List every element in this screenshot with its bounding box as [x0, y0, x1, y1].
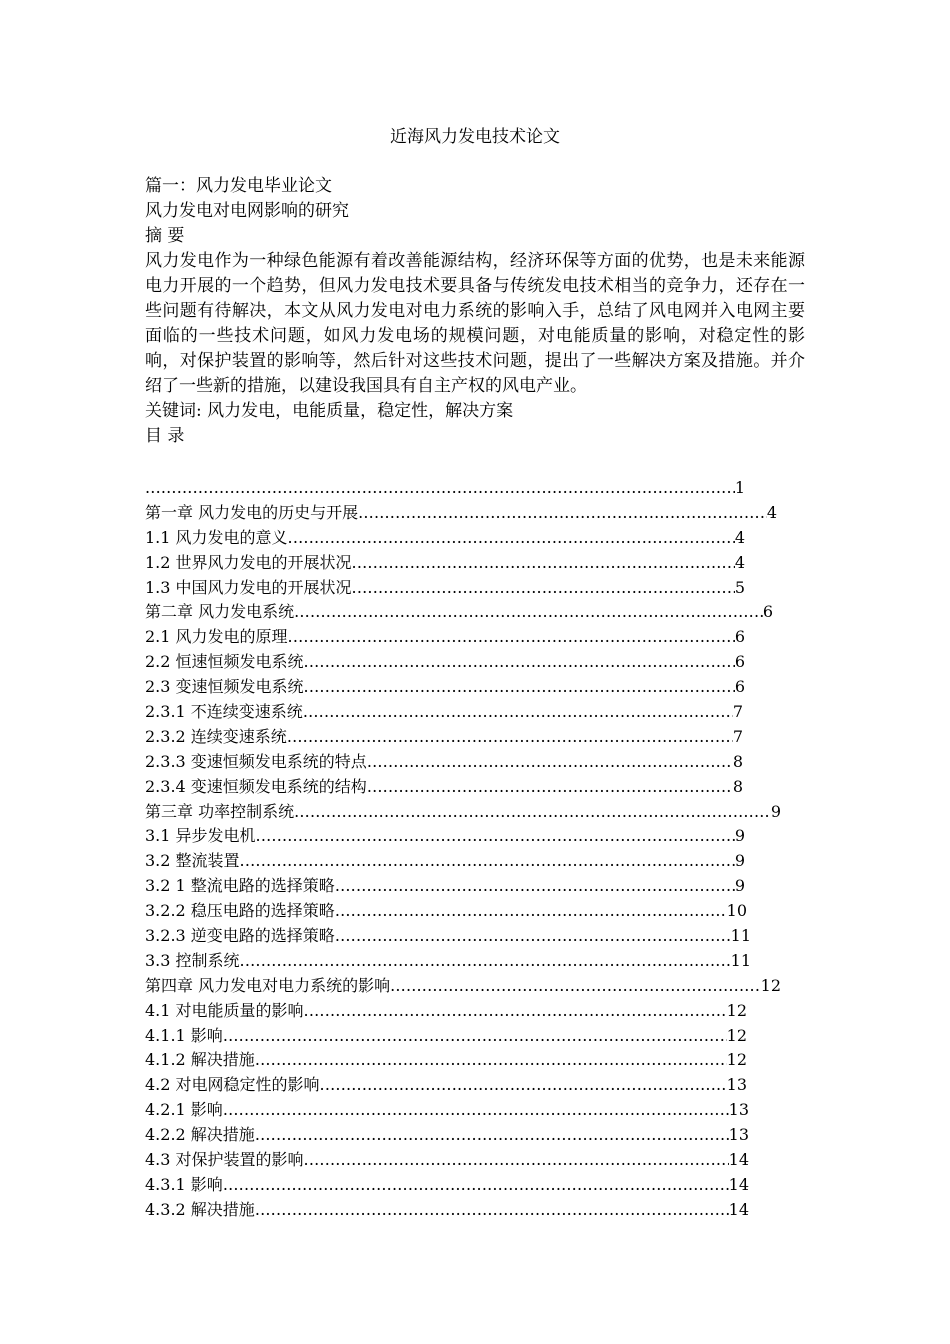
toc-entry-label: 2.3.2 连续变速系统 [145, 726, 287, 746]
toc-entry[interactable] [145, 824, 745, 849]
paper-title: 风力发电对电网影响的研究 [145, 201, 349, 221]
toc-leader-dots [288, 625, 735, 650]
toc-entry-label: 第三章 功率控制系统 [145, 801, 295, 821]
toc-leader-dots [288, 526, 735, 551]
toc-entry-page: 12 [726, 1000, 747, 1020]
toc-entry[interactable] [145, 1073, 747, 1098]
toc-entry[interactable] [145, 1048, 747, 1073]
toc-entry-label: 4.3.2 解决措施 [145, 1199, 255, 1219]
toc-entry[interactable] [145, 526, 745, 551]
toc-entry[interactable] [145, 551, 745, 576]
toc-entry-label: 3.2.3 逆变电路的选择策略 [145, 926, 335, 946]
toc-leader-dots [390, 974, 761, 999]
toc-leader-dots [294, 800, 771, 825]
toc-leader-dots [358, 501, 767, 526]
toc-entry[interactable] [145, 800, 781, 825]
toc-entry[interactable] [145, 501, 777, 526]
toc-entry[interactable] [145, 775, 743, 800]
toc-leader-dots [255, 1198, 729, 1223]
toc-entry[interactable] [145, 625, 745, 650]
toc-entry[interactable] [145, 999, 747, 1024]
toc-leader-dots [304, 1148, 729, 1173]
toc-entry-label: 1.1 风力发电的意义 [145, 527, 288, 547]
toc-entry[interactable] [145, 675, 745, 700]
toc-entry[interactable] [145, 650, 745, 675]
toc-entry-label: 4.2 对电网稳定性的影响 [145, 1075, 320, 1095]
toc-entry-page: 6 [734, 627, 745, 647]
part-heading: 篇一：风力发电毕业论文 [145, 176, 332, 196]
toc-entry-label: 3.1 异步发电机 [145, 826, 256, 846]
toc-entry-label: 2.3.3 变速恒频发电系统的特点 [145, 751, 367, 771]
toc-entry[interactable] [145, 600, 773, 625]
toc-entry-page: 12 [726, 1050, 747, 1070]
table-of-contents [145, 476, 781, 1223]
toc-entry-page: 14 [728, 1150, 749, 1170]
toc-leader-dots [287, 725, 733, 750]
toc-entry-page: 14 [728, 1199, 749, 1219]
toc-leader-dots [304, 999, 727, 1024]
toc-entry[interactable] [145, 1098, 749, 1123]
toc-leader-dots [304, 675, 735, 700]
toc-entry-label: 2.2 恒速恒频发电系统 [145, 652, 304, 672]
toc-entry-page: 13 [728, 1125, 749, 1145]
toc-entry[interactable] [145, 924, 751, 949]
toc-entry-label: 第一章 风力发电的历史与开展 [145, 502, 359, 522]
toc-entry-page: 7 [732, 726, 743, 746]
toc-entry-page: 7 [732, 702, 743, 722]
toc-entry-page: 12 [726, 1025, 747, 1045]
front-matter [145, 174, 805, 449]
toc-entry-label: 3.2.2 稳压电路的选择策略 [145, 901, 335, 921]
toc-entry-page: 6 [734, 652, 745, 672]
toc-entry-label: 4.2.2 解决措施 [145, 1125, 255, 1145]
toc-leader-dots [335, 874, 735, 899]
toc-entry[interactable] [145, 849, 745, 874]
toc-leader-dots [335, 924, 731, 949]
toc-entry-label: 2.3.4 变速恒频发电系统的结构 [145, 776, 367, 796]
toc-entry[interactable] [145, 750, 743, 775]
toc-leader-dots [320, 1073, 727, 1098]
toc-entry-label: 2.1 风力发电的原理 [145, 627, 288, 647]
toc-leader-dots [255, 1048, 727, 1073]
toc-entry-label: 第二章 风力发电系统 [145, 602, 295, 622]
toc-entry-page: 8 [732, 776, 743, 796]
toc-entry-label: 3.2 整流装置 [145, 851, 240, 871]
toc-entry[interactable] [145, 476, 745, 501]
toc-heading: 目 录 [145, 426, 185, 446]
toc-entry-label: 4.1.2 解决措施 [145, 1050, 255, 1070]
toc-entry-page: 4 [734, 552, 745, 572]
toc-entry[interactable] [145, 949, 751, 974]
toc-entry-page: 9 [734, 876, 745, 896]
toc-leader-dots [335, 899, 727, 924]
toc-entry-page: 1 [734, 478, 745, 497]
toc-leader-dots [303, 700, 733, 725]
toc-entry-label: 4.2.1 影响 [145, 1100, 223, 1120]
abstract-text: 风力发电作为一种绿色能源有着改善能源结构，经济环保等方面的优势，也是未来能源电力开展的一个趋势，但风力发电技术要具备与传统发电技术相当的竞争力，还存在一些问题有待解决，本文从风力发电对电力系统的影响入手，总结了风电网并入电网主要面临的一些技术问题，如风力发电场的规模问题，对电能质量的影响，对稳定性的影响，对保护装置的影响等，然后针对这些技术问题，提出了一些解决方案及措施。并介绍了一些新的措施，以建设我国具有自主产权的风电产业。 [145, 251, 805, 396]
toc-entry[interactable] [145, 874, 745, 899]
toc-entry[interactable] [145, 1024, 747, 1049]
toc-entry-page: 9 [734, 826, 745, 846]
toc-entry-page: 4 [766, 502, 777, 522]
toc-entry-page: 13 [728, 1100, 749, 1120]
toc-entry-label: 2.3.1 不连续变速系统 [145, 702, 303, 722]
toc-entry[interactable] [145, 725, 743, 750]
toc-leader-dots [223, 1024, 727, 1049]
toc-leader-dots [352, 551, 735, 576]
toc-entry-page: 4 [734, 527, 745, 547]
toc-entry-page: 14 [728, 1174, 749, 1194]
toc-entry-page: 11 [730, 926, 751, 946]
toc-leader-dots [223, 1173, 729, 1198]
toc-entry[interactable] [145, 899, 747, 924]
toc-leader-dots [255, 1123, 729, 1148]
toc-leader-dots [352, 576, 735, 601]
toc-entry[interactable] [145, 700, 743, 725]
document-title: 近海风力发电技术论文 [390, 127, 560, 147]
toc-entry[interactable] [145, 1173, 749, 1198]
toc-entry[interactable] [145, 1198, 749, 1223]
toc-entry-page: 9 [734, 851, 745, 871]
toc-entry-page: 10 [726, 901, 747, 921]
toc-leader-dots [145, 476, 735, 501]
toc-entry-label: 3.3 控制系统 [145, 950, 240, 970]
toc-entry-label: 2.3 变速恒频发电系统 [145, 677, 304, 697]
toc-leader-dots [240, 949, 731, 974]
toc-entry-page: 13 [726, 1075, 747, 1095]
toc-leader-dots [256, 824, 735, 849]
toc-entry-label: 3.2 1 整流电路的选择策略 [145, 876, 335, 896]
abstract-heading: 摘 要 [145, 226, 185, 246]
toc-leader-dots [223, 1098, 729, 1123]
toc-entry-page: 5 [734, 577, 745, 597]
toc-entry[interactable] [145, 974, 781, 999]
toc-entry-page: 8 [732, 751, 743, 771]
toc-entry-page: 6 [762, 602, 773, 622]
toc-entry[interactable] [145, 1123, 749, 1148]
toc-entry[interactable] [145, 1148, 749, 1173]
toc-leader-dots [304, 650, 735, 675]
toc-entry-label: 4.1 对电能质量的影响 [145, 1000, 304, 1020]
toc-entry-page: 11 [730, 950, 751, 970]
toc-entry-label: 4.3 对保护装置的影响 [145, 1150, 304, 1170]
toc-leader-dots [367, 775, 733, 800]
toc-entry-page: 9 [770, 801, 781, 821]
toc-entry[interactable] [145, 576, 745, 601]
toc-entry-label: 1.3 中国风力发电的开展状况 [145, 577, 352, 597]
toc-entry-label: 4.1.1 影响 [145, 1025, 223, 1045]
toc-leader-dots [240, 849, 735, 874]
toc-leader-dots [367, 750, 733, 775]
toc-entry-label: 1.2 世界风力发电的开展状况 [145, 552, 352, 572]
toc-entry-label: 第四章 风力发电对电力系统的影响 [145, 975, 391, 995]
toc-entry-page: 6 [734, 677, 745, 697]
toc-entry-page: 12 [760, 975, 781, 995]
toc-leader-dots [294, 600, 763, 625]
toc-entry-label: 4.3.1 影响 [145, 1174, 223, 1194]
keywords-line: 关键词: 风力发电，电能质量，稳定性，解决方案 [145, 401, 514, 421]
